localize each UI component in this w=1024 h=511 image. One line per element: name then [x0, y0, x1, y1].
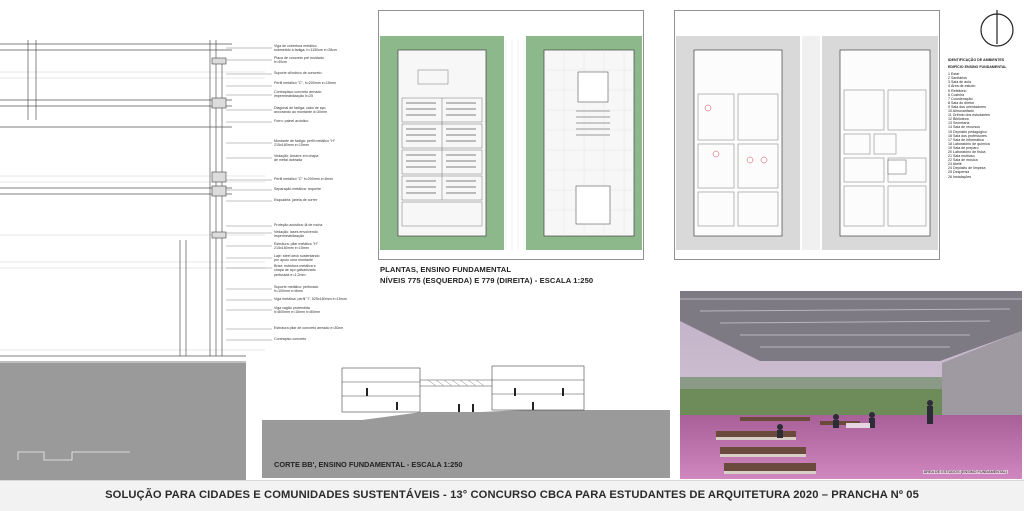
plan-level-779: [674, 10, 940, 260]
wall-annotation: Viga de cobertura metálico submetido à fadiga; h=1150cm e=28cm: [274, 44, 337, 53]
plans-subtitle: NÍVEIS 775 (ESQUERDA) E 779 (DIREITA) - ESCALA 1:250: [380, 276, 594, 285]
legend-item: 21 Sala multiuso: [948, 154, 975, 159]
wall-annotation: Contraplaco concreto armado impermeabilização h=25: [274, 90, 322, 99]
wall-annotation: Suporte cilíndrico de concreto: [274, 71, 322, 75]
plans-title: PLANTAS, ENSINO FUNDAMENTAL: [380, 265, 512, 274]
north-arrow: [978, 8, 1016, 48]
wall-annotation: Estrutura pilar de concreto armado e=30cm: [274, 326, 344, 330]
section-bb-title: CORTE BB', ENSINO FUNDAMENTAL - ESCALA 1:250: [274, 460, 463, 469]
legend-list: [948, 72, 1022, 178]
wall-annotation: Separação metálica: requeire: [274, 187, 321, 191]
wall-annotation: Vedação: lases envolvendo impermeabilização: [274, 230, 318, 239]
wall-annotation: Forro: painel acústico: [274, 119, 309, 123]
legend-item: 15 Depósito pedagógico: [948, 129, 987, 134]
wall-annotation: Placa de concreto pré moldado h=40cm: [274, 56, 324, 65]
wall-annotation: Brise: estrutura metálica e chapa de aço galvanizado perfurada e=1,2mm: [274, 264, 316, 277]
legend-item: 6 Cozinha: [948, 92, 965, 97]
legend-item: 16 Sala dos professores: [948, 133, 987, 138]
legend-item: 14 Sala de recursos: [948, 125, 980, 130]
north-arrow-icon: [978, 8, 1016, 48]
wall-annotation: Viga vagão protendida h=800mm e=15mm h=80mm: [274, 306, 321, 315]
legend-item: 3 Sala de aula: [948, 80, 971, 85]
legend-item: 13 Secretaria: [948, 121, 970, 126]
wall-annotation: Proteção acústica: lã de rocha: [274, 223, 323, 227]
legend-item: 1 Estar: [948, 72, 960, 77]
legend-item: 9 Sala dos orientadores: [948, 104, 986, 109]
legend-item: 19 Sala de preparo: [948, 145, 979, 150]
legend-item: 24 Depósito de limpeza: [948, 166, 986, 171]
wall-annotation: Esquadria: janela de correr: [274, 198, 318, 202]
legend-item: 12 Biblioteca: [948, 117, 969, 122]
wall-annotation: Vedação: Amarre em chapa de metal dobrada: [274, 154, 319, 163]
legend-item: 7 Coordenação: [948, 96, 973, 101]
wall-annotation: Contrapiso concreto: [274, 337, 307, 341]
legend-item: 23 Ateliê: [948, 162, 962, 167]
footer-title: SOLUÇÃO PARA CIDADES E COMUNIDADES SUSTENTÁVEIS - 13° CONCURSO CBCA PARA ESTUDANTES DE ARQUITETURA 2020 – PRANCHA Nº 05: [105, 489, 919, 501]
wall-annotation: Montante de fadiga: perfil metálico "H" 215x180mm e=15mm: [274, 139, 336, 148]
ground-fill: [0, 363, 246, 480]
legend-item: 18 Laboratório de química: [948, 141, 990, 146]
legend-item: 4 Área de estudo: [948, 84, 976, 89]
render-image: [680, 291, 1022, 479]
room-legend: [948, 58, 1022, 179]
plan-779-drawing: [674, 10, 940, 260]
footer-bar: [0, 480, 1024, 511]
interior-render: [680, 291, 1022, 479]
wall-annotation: Laje: steel deck sustentando por apoio uma montante: [274, 254, 320, 263]
legend-item: 5 Refeitório: [948, 88, 967, 93]
render-caption: ÁREA DE ESTUDOS (ENSINO FUNDAMENTAL): [923, 470, 1007, 474]
wall-annotation: Diagonal de fadiga: cabo de aço ancorando ao montante d=30mm: [274, 106, 328, 115]
wall-annotation: Perfil metálico "C" h=200mm e=8mm: [274, 177, 333, 181]
legend-item: 26 Instalações: [948, 174, 972, 179]
wall-annotation: Perfil metálico "C", h=200mm e=15mm: [274, 81, 336, 85]
legend-item: 25 Despensa: [948, 170, 970, 175]
legend-heading: IDENTIFICAÇÃO DE AMBIENTES: [948, 58, 1005, 62]
legend-item: 2 Sanitários: [948, 76, 967, 81]
legend-item: 11 Grêmio dos estudantes: [948, 113, 990, 118]
plan-775-drawing: [378, 10, 644, 260]
wall-annotation: Viga metálica: perfil "I", 525x180mm e=15mm: [274, 297, 347, 301]
legend-item: 10 Almoxarifado: [948, 109, 974, 114]
wall-annotation: Estrutura: pilar metálico "H" 215x180mm e=15mm: [274, 242, 318, 251]
legend-item: 22 Sala de música: [948, 158, 978, 163]
legend-item: 8 Sala do diretor: [948, 100, 975, 105]
legend-subheading: EDIFÍCIO ENSINO FUNDAMENTAL: [948, 65, 1007, 70]
plan-level-775: [378, 10, 644, 260]
legend-item: 17 Sala de informática: [948, 137, 984, 142]
wall-annotation: Suporte metálico: perfurado h=100mm e=8mm: [274, 285, 319, 294]
legend-item: 20 Laboratório de física: [948, 149, 986, 154]
